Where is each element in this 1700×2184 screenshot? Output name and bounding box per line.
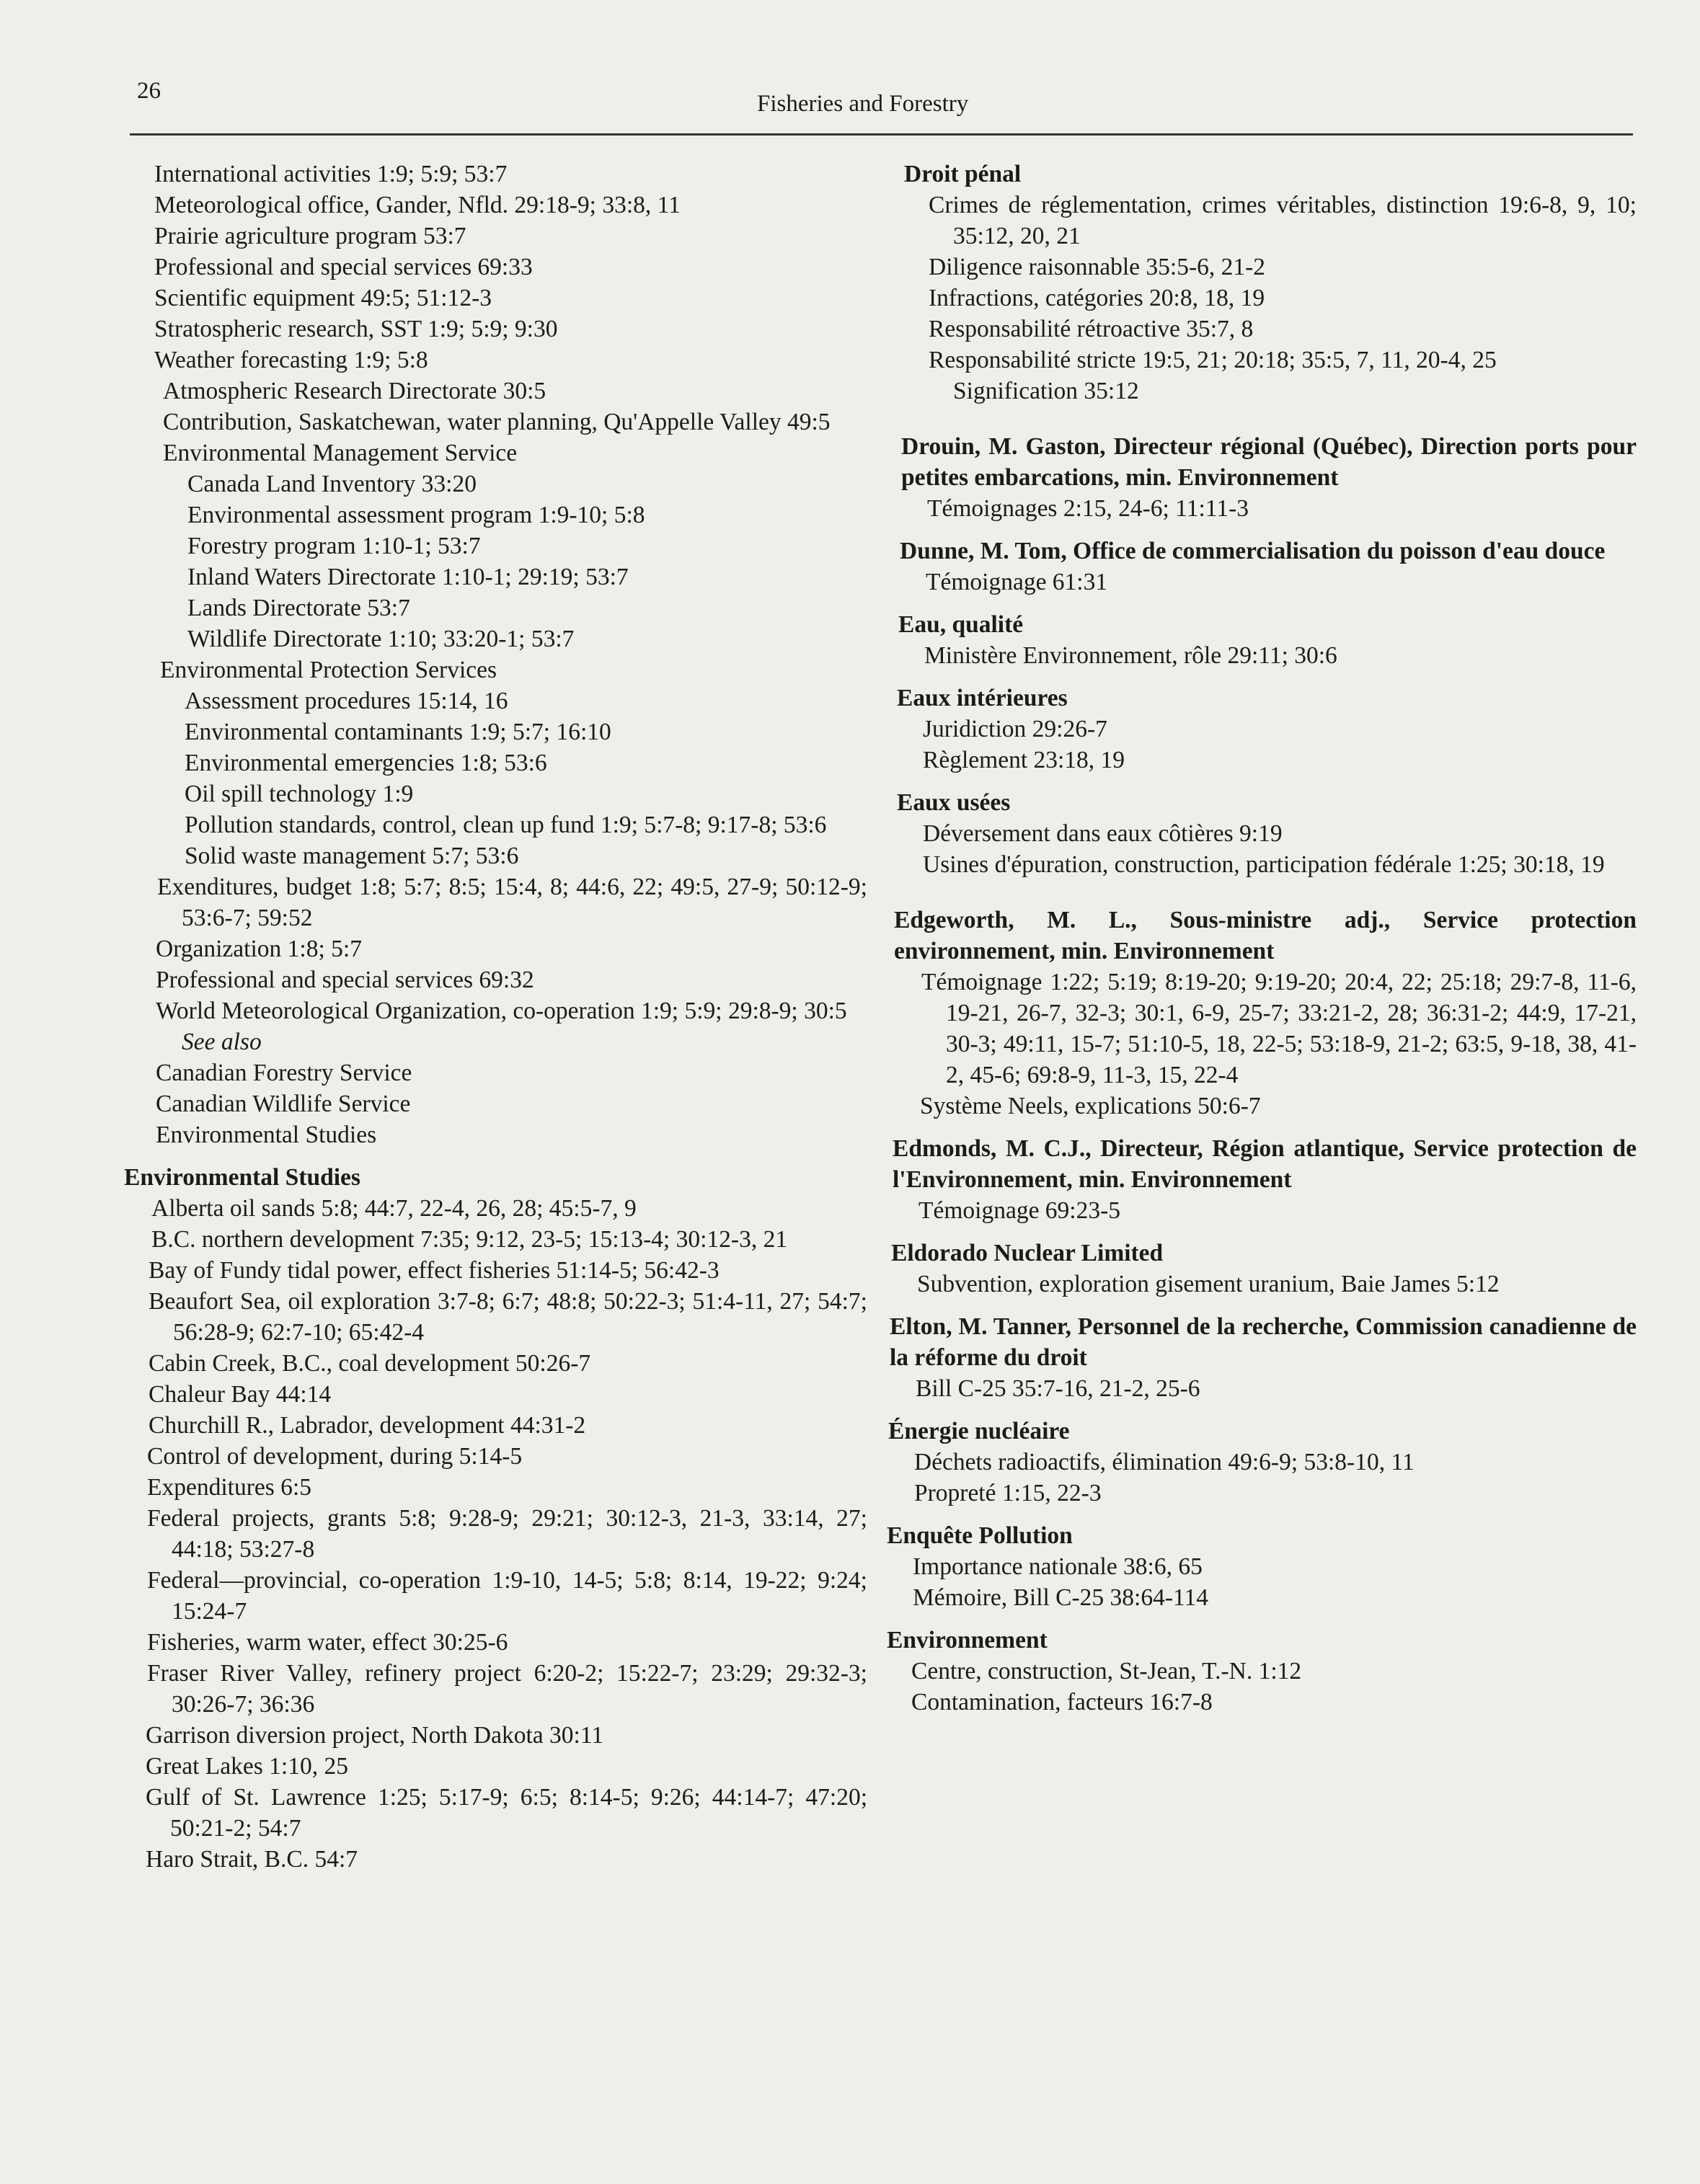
index-entry: Infractions, catégories 20:8, 18, 19 [929, 285, 1265, 311]
index-entry: Environmental emergencies 1:8; 53:6 [185, 750, 547, 776]
index-heading: Edgeworth, M. L., Sous-ministre adj., Service protection environnement, min. Environnement [894, 907, 1637, 964]
index-entry: Federal—provincial, co-operation 1:9-10, 14-5; 5:8; 8:14, 19-22; 9:24; 15:24-7 [147, 1567, 867, 1625]
index-entry: Canada Land Inventory 33:20 [187, 471, 477, 497]
index-entry: Beaufort Sea, oil exploration 3:7-8; 6:7; 48:8; 50:22-3; 51:4-11, 27; 54:7; 56:28-9; 62:7-10; 65:42-4 [149, 1288, 867, 1346]
header-rule [130, 133, 1633, 136]
index-entry: Système Neels, explications 50:6-7 [920, 1093, 1261, 1119]
left-column [121, 159, 867, 1875]
index-entry: Canadian Forestry Service [156, 1060, 412, 1086]
index-heading: Edmonds, M. C.J., Directeur, Région atlantique, Service protection de l'Environnement, min. Environnement [893, 1135, 1637, 1193]
index-heading: Droit pénal [904, 161, 1022, 187]
index-entry: Règlement 23:18, 19 [923, 747, 1125, 773]
index-entry: Inland Waters Directorate 1:10-1; 29:19; 53:7 [187, 564, 629, 590]
index-entry: Importance nationale 38:6, 65 [913, 1553, 1203, 1580]
index-entry: Signification 35:12 [953, 378, 1139, 404]
index-entry: Great Lakes 1:10, 25 [146, 1753, 348, 1780]
index-entry: Cabin Creek, B.C., coal development 50:26-7 [149, 1350, 591, 1377]
index-entry: Contamination, facteurs 16:7-8 [911, 1689, 1213, 1715]
index-entry: Professional and special services 69:33 [154, 254, 533, 280]
see-also-label: See also [182, 1029, 262, 1055]
index-heading: Énergie nucléaire [888, 1418, 1070, 1444]
index-entry: Atmospheric Research Directorate 30:5 [163, 378, 546, 404]
page-number: 26 [137, 78, 161, 104]
index-entry: Expenditures 6:5 [147, 1474, 311, 1501]
index-entry: Assessment procedures 15:14, 16 [185, 688, 508, 714]
index-entry: Témoignages 2:15, 24-6; 11:11-3 [927, 495, 1249, 522]
index-entry: B.C. northern development 7:35; 9:12, 23-5; 15:13-4; 30:12-3, 21 [151, 1226, 788, 1253]
index-heading: Environnement [887, 1627, 1048, 1653]
index-entry: Crimes de réglementation, crimes véritables, distinction 19:6-8, 9, 10; 35:12, 20, 21 [929, 192, 1637, 249]
index-entry: Fisheries, warm water, effect 30:25-6 [147, 1629, 508, 1656]
index-entry: Pollution standards, control, clean up fund 1:9; 5:7-8; 9:17-8; 53:6 [185, 812, 827, 838]
index-entry: Organization 1:8; 5:7 [156, 936, 362, 962]
index-entry: Témoignage 1:22; 5:19; 8:19-20; 9:19-20; 20:4, 22; 25:18; 29:7-8, 11-6, 19-21, 26-7, 32-3; 30:1, 6-9, 25-7; 33:21-2, 28; 36:31-2; 44:9, 17-21, 30-3; 49:11, 15-7; 51:10-5, 18, 22-5; 53:18-9, 21-2; 63:5, 9-18, 38, 41-2, 45-6; 69:8-9, 11-3, 15, 22-4 [921, 969, 1637, 1088]
index-entry: Stratospheric research, SST 1:9; 5:9; 9:30 [154, 316, 558, 342]
index-heading: Eaux intérieures [897, 685, 1068, 711]
index-entry: Témoignage 61:31 [926, 569, 1108, 595]
index-entry: Prairie agriculture program 53:7 [154, 223, 466, 249]
index-entry: Wildlife Directorate 1:10; 33:20-1; 53:7 [187, 626, 575, 652]
index-entry: Ministère Environnement, rôle 29:11; 30:6 [924, 642, 1337, 669]
index-entry: Environmental assessment program 1:9-10; 5:8 [187, 502, 645, 528]
index-heading: Eldorado Nuclear Limited [891, 1240, 1164, 1266]
index-entry: Meteorological office, Gander, Nfld. 29:18-9; 33:8, 11 [154, 192, 681, 218]
index-entry: Bill C-25 35:7-16, 21-2, 25-6 [916, 1375, 1200, 1402]
index-heading: Enquête Pollution [887, 1522, 1073, 1549]
index-entry: Alberta oil sands 5:8; 44:7, 22-4, 26, 28; 45:5-7, 9 [151, 1195, 637, 1222]
index-heading: Drouin, M. Gaston, Directeur régional (Québec), Direction ports pour petites embarcations, min. Environnement [901, 433, 1637, 491]
index-entry: Lands Directorate 53:7 [187, 595, 410, 621]
index-entry: Responsabilité rétroactive 35:7, 8 [929, 316, 1254, 342]
index-entry: Haro Strait, B.C. 54:7 [146, 1846, 358, 1873]
index-entry: Déchets radioactifs, élimination 49:6-9; 53:8-10, 11 [914, 1449, 1415, 1475]
running-title: Fisheries and Forestry [757, 91, 969, 117]
index-entry: Usines d'épuration, construction, participation fédérale 1:25; 30:18, 19 [923, 851, 1605, 878]
right-column [887, 159, 1637, 1718]
index-entry: Churchill R., Labrador, development 44:31-2 [149, 1412, 586, 1439]
index-entry: Responsabilité stricte 19:5, 21; 20:18; 35:5, 7, 11, 20-4, 25 [929, 347, 1497, 373]
index-entry: Weather forecasting 1:9; 5:8 [154, 347, 428, 373]
index-entry: Control of development, during 5:14-5 [147, 1443, 523, 1470]
index-entry: International activities 1:9; 5:9; 53:7 [154, 161, 508, 187]
index-entry: Forestry program 1:10-1; 53:7 [187, 533, 481, 559]
index-entry: World Meteorological Organization, co-operation 1:9; 5:9; 29:8-9; 30:5 [156, 998, 847, 1024]
index-entry: Subvention, exploration gisement uranium, Baie James 5:12 [917, 1271, 1500, 1297]
index-entry: Bay of Fundy tidal power, effect fisheries 51:14-5; 56:42-3 [149, 1257, 720, 1284]
index-entry: Exenditures, budget 1:8; 5:7; 8:5; 15:4, 8; 44:6, 22; 49:5, 27-9; 50:12-9; 53:6-7; 59:52 [157, 874, 867, 931]
index-entry: Fraser River Valley, refinery project 6:20-2; 15:22-7; 23:29; 29:32-3; 30:26-7; 36:36 [147, 1660, 867, 1718]
index-heading: Dunne, M. Tom, Office de commercialisation du poisson d'eau douce [900, 538, 1606, 564]
index-entry: Solid waste management 5:7; 53:6 [185, 843, 519, 869]
index-entry: Centre, construction, St-Jean, T.-N. 1:12 [911, 1658, 1302, 1684]
index-entry: Professional and special services 69:32 [156, 967, 534, 993]
index-entry: Environmental contaminants 1:9; 5:7; 16:10 [185, 719, 611, 745]
index-entry: Oil spill technology 1:9 [185, 781, 414, 807]
index-entry: Contribution, Saskatchewan, water planning, Qu'Appelle Valley 49:5 [163, 409, 831, 435]
index-heading: Environmental Studies [124, 1164, 360, 1191]
index-entry: Environmental Studies [156, 1122, 377, 1148]
index-entry: Diligence raisonnable 35:5-6, 21-2 [929, 254, 1266, 280]
index-entry: Déversement dans eaux côtières 9:19 [923, 820, 1283, 847]
index-heading: Eau, qualité [898, 611, 1024, 638]
index-entry: Mémoire, Bill C-25 38:64-114 [913, 1584, 1209, 1611]
index-entry: Garrison diversion project, North Dakota 30:11 [146, 1722, 604, 1749]
index-entry: Environmental Protection Services [160, 657, 497, 683]
index-entry: Propreté 1:15, 22-3 [914, 1480, 1102, 1506]
index-entry: Gulf of St. Lawrence 1:25; 5:17-9; 6:5; 8:14-5; 9:26; 44:14-7; 47:20; 50:21-2; 54:7 [146, 1784, 867, 1842]
index-entry: Environmental Management Service [163, 440, 518, 466]
index-entry: Témoignage 69:23-5 [918, 1197, 1121, 1224]
index-entry: Juridiction 29:26-7 [923, 716, 1107, 742]
index-entry: Chaleur Bay 44:14 [149, 1381, 332, 1408]
index-entry: Scientific equipment 49:5; 51:12-3 [154, 285, 492, 311]
index-entry: Canadian Wildlife Service [156, 1091, 411, 1117]
index-heading: Elton, M. Tanner, Personnel de la recherche, Commission canadienne de la réforme du droit [890, 1313, 1637, 1371]
index-entry: Federal projects, grants 5:8; 9:28-9; 29:21; 30:12-3, 21-3, 33:14, 27; 44:18; 53:27-8 [147, 1505, 867, 1563]
index-heading: Eaux usées [897, 789, 1011, 816]
